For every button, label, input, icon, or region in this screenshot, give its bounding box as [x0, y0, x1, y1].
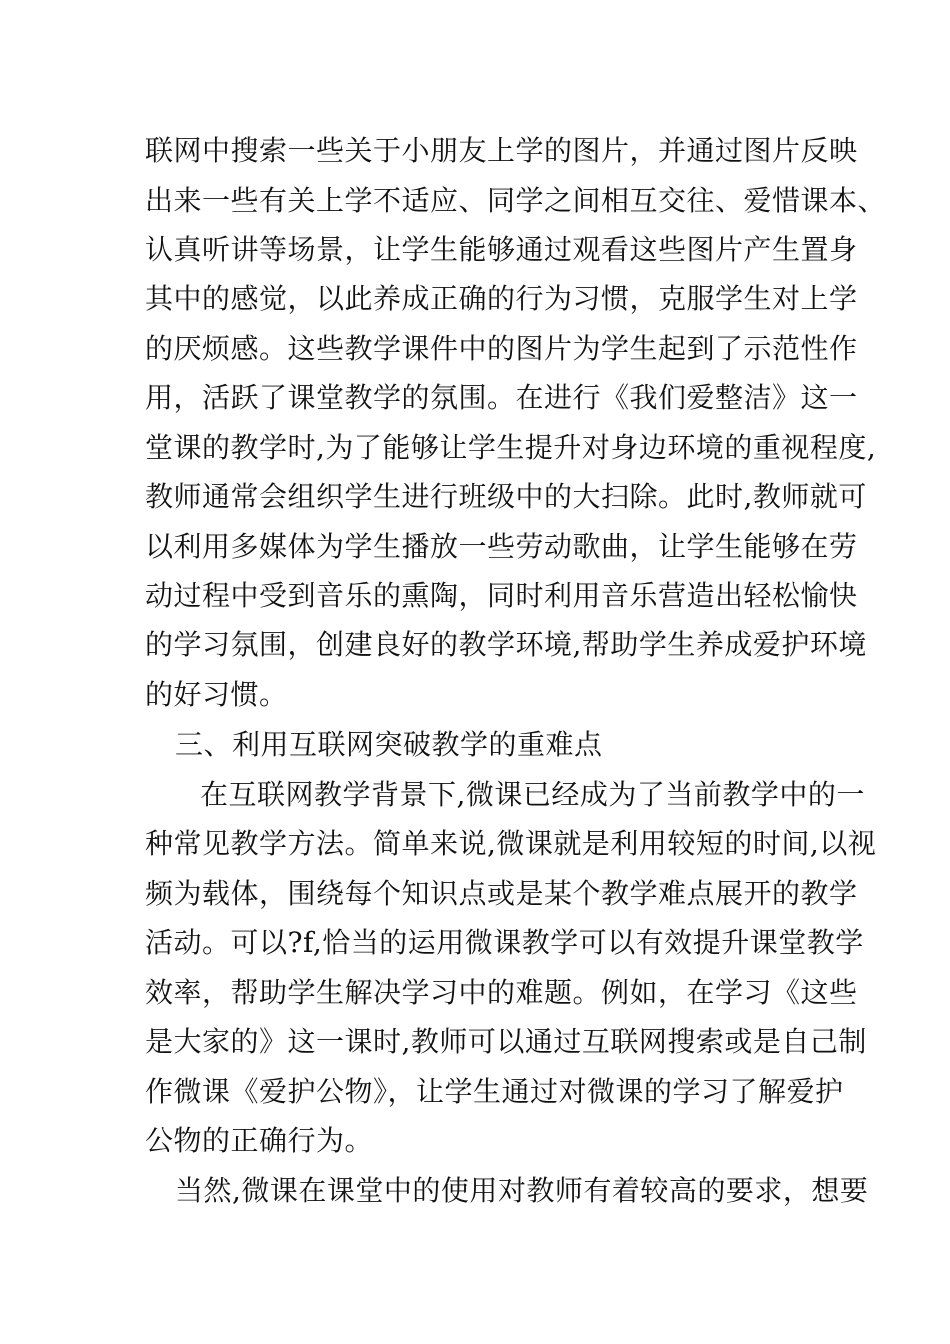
p1-line-4: 其中的感觉，以此养成正确的行为习惯，克服学生对上学	[145, 282, 858, 315]
p1-line-2: 出来一些有关上学不适应、同学之间相互交往、爱惜课本、	[145, 184, 887, 217]
p1-line-5: 的厌烦感。这些教学课件中的图片为学生起到了示范性作	[145, 332, 858, 365]
p2-line-5: 效率，帮助学生解决学习中的难题。例如，在学习《这些	[145, 976, 858, 1009]
p2-line-3: 频为载体，围绕每个知识点或是某个教学难点展开的教学	[145, 877, 858, 910]
p2-line-8: 公物的正确行为。	[145, 1124, 374, 1157]
p1-line-7: 堂课的教学时,为了能够让学生提升对身边环境的重视程度,	[145, 431, 877, 464]
p2-line-1: 在互联网教学背景下,微课已经成为了当前教学中的一	[200, 778, 865, 811]
p1-line-9: 以利用多媒体为学生播放一些劳动歌曲，让学生能够在劳	[145, 530, 858, 563]
p1-line-10: 动过程中受到音乐的熏陶，同时利用音乐营造出轻松愉快	[145, 579, 858, 612]
section-heading: 三、利用互联网突破教学的重难点	[175, 728, 603, 761]
p1-line-1: 联网中搜索一些关于小朋友上学的图片，并通过图片反映	[145, 134, 858, 167]
p2-line-6: 是大家的》这一课时,教师可以通过互联网搜索或是自己制	[145, 1025, 867, 1058]
p1-line-12: 的好习惯。	[145, 678, 288, 711]
p1-line-3: 认真听讲等场景，让学生能够通过观看这些图片产生置身	[145, 233, 858, 266]
p3-line-1: 当然,微课在课堂中的使用对教师有着较高的要求，想要	[175, 1174, 869, 1207]
p2-line-2: 种常见教学方法。简单来说,微课就是利用较短的时间,以视	[145, 827, 877, 860]
p2-line-7: 作微课《爱护公物》，让学生通过对微课的学习了解爱护	[145, 1075, 844, 1108]
p2-line-4: 活动。可以?f,恰当的运用微课教学可以有效提升课堂教学	[145, 926, 864, 959]
p1-line-11: 的学习氛围，创建良好的教学环境,帮助学生养成爱护环境	[145, 628, 867, 661]
p1-line-6: 用，活跃了课堂教学的氛围。在进行《我们爱整洁》这一	[145, 381, 858, 414]
p1-line-8: 教师通常会组织学生进行班级中的大扫除。此时,教师就可	[145, 480, 867, 513]
